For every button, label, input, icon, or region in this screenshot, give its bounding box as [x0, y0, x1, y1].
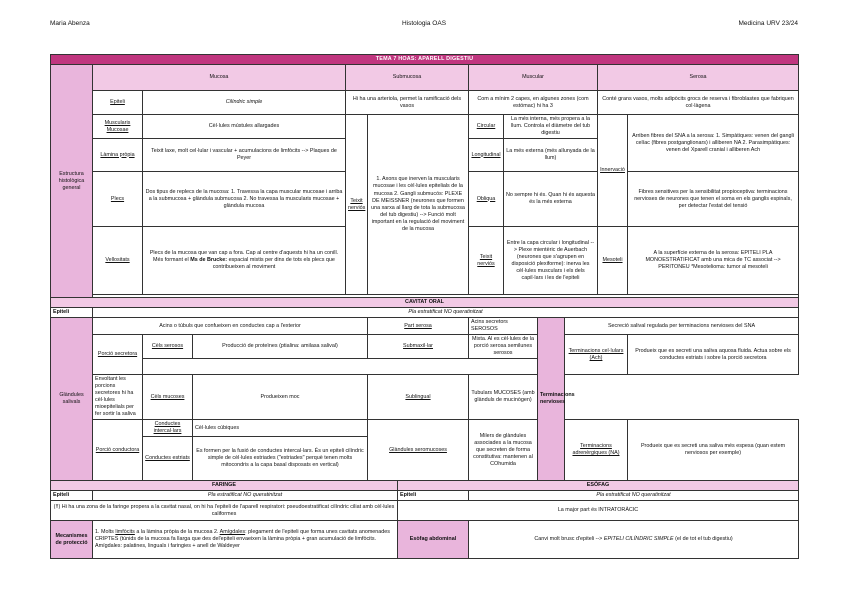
esofag-epiteli-text: Pla estratificat NO queratinitzat — [469, 491, 799, 501]
summary-table — [50, 54, 799, 559]
faringe-note: (!!) Hi ha una zona de la faringe propera a la cavitat nasal, on hi ha l'epiteli de l'aparell respiratori: pseudoestratificat cilíndric ciliat amb cèl·lules califormes — [51, 501, 398, 521]
submucosa-teixit-nervios: Teixit nerviós — [346, 115, 368, 295]
col-submucosa: Submucosa — [346, 65, 469, 91]
seromucoses-text: Milers de glàndules associades a la mucosa que secreten de forma constitutiva: mantenen al COhumida — [469, 420, 538, 481]
conductes-estriats: Conductes estriats — [143, 437, 193, 481]
terminacions-nervioses: Terminacions nervioses — [538, 318, 565, 481]
submucosa-top: Hi ha una arteriola, permet la ramificació dels vasos — [346, 91, 469, 115]
glandules-seromucoses: Glàndules seromucoses — [368, 420, 469, 481]
part-serosa-text: Acins secretors SEROSOS — [469, 318, 538, 335]
plecs-text: Dos tipus de replecs de la mucosa: 1. Travessa la capa muscular mucosae i arriba a la submucosa + glàndula submucosa 2. No travessa la muscularis mucosae + glàndula mucosa — [143, 172, 346, 227]
col-muscular: Muscular — [469, 65, 598, 91]
mesoteli-text: A la superfície externa de la serosa: EPITELI PLA MONOESTRATIFICAT amb una mica de TC associat --> PERITONEU *Mesotelioma: tumor al mesoteli — [628, 227, 799, 295]
row-vellositats: Vellositats — [93, 227, 143, 295]
label-glandules: Glàndules salivals — [51, 318, 93, 481]
obliqua-text: No sempre hi és. Quan hi és aquesta és la més externa — [504, 172, 598, 227]
header-subject: Histologia OAS — [401, 20, 447, 27]
cels-serosos: Cèls serosos — [143, 335, 193, 359]
conductes-intercalars: Conductes intercal·lars — [143, 420, 193, 437]
cavitat-epiteli-label: Epiteli — [51, 308, 93, 318]
serosa-mesoteli: Mesoteli — [598, 227, 628, 295]
header-author: Maria Abenza — [50, 20, 90, 27]
row-epiteli: Epiteli — [93, 91, 143, 115]
circular-text: La més interna, més propera a la llum. Controla el diàmetre del tub digestiu — [504, 115, 598, 139]
muscular-obliqua: Obliqua — [469, 172, 504, 227]
muscular-circular: Circular — [469, 115, 504, 139]
section-title-faringe: FARINGE — [51, 481, 398, 491]
col-serosa: Serosa — [598, 65, 799, 91]
muscular-top: Com a mínim 2 capes, en algunes zones (com estómac) hi ha 3 — [469, 91, 598, 115]
row-muscularis-mucosae: Muscularis Mucosae — [93, 115, 143, 139]
adrenergiques-text: Produeix que es secreti una saliva més espesa (quan estem nerviosos per exemple) — [628, 420, 799, 481]
intercalars-text: Cèl·lules cúbiques — [193, 420, 368, 437]
esofag-epiteli-label: Epiteli — [398, 491, 469, 501]
colinergiques-text: Produeix que es secreti una saliva aquosa fluida. Actua sobre els conductes estriats i sobre la porció secretora — [628, 335, 799, 375]
envoltant-text: Envoltant les porcions secretores hi ha cèl·lules mioepitelials per fer sortir la saliva — [93, 375, 143, 420]
cels-mucoses: Cèls mucoses — [143, 375, 193, 420]
submaxil-lar: Submaxil·lar — [368, 335, 469, 359]
cavitat-epiteli-text: Pla estratificat NO queratinitzat — [93, 308, 799, 318]
esofag-abdominal-label: Esòfag abdominal — [398, 521, 469, 559]
cels-mucoses-text: Produeixen moc — [193, 375, 368, 420]
innervacio-sensitiva-text: Fibres sensitives per la sensibilitat propioceptiva: terminacions nervioses de neurones que tenen el soma en els ganglis espinals, per detectar l'estat del tensió — [628, 172, 799, 227]
part-serosa: Part serosa — [368, 318, 469, 335]
row-lamina-propia: Làmina pròpia — [93, 139, 143, 172]
header-course: Medicina URV 23/24 — [738, 20, 798, 27]
section-title-cavitat: CAVITAT ORAL — [51, 298, 799, 308]
secrecio-regulada: Secreció salival regulada per terminacions nervioses del SNA — [565, 318, 799, 335]
sublingual-text: Tubulars MUCOSES (amb glànduls de mucinògen) — [469, 375, 538, 420]
terminacions-adrenergiques: Terminacions adrenèrgiques (NA) — [565, 420, 628, 481]
submaxil-lar-text: Mixta. Al es cèl·lules de la porció serosa semilunes serosos — [469, 335, 538, 359]
label-mecanismes: Mecanismes de protecció — [51, 521, 93, 559]
porcio-conductora: Porció conductora — [93, 420, 143, 481]
sublingual: Sublingual — [368, 375, 469, 420]
porcio-secretora: Porció secretora — [93, 335, 143, 375]
longitudinal-text: La més externa (més allunyada de la llum) — [504, 139, 598, 172]
epiteli-text: Cilíndric simple — [143, 91, 346, 115]
muscularis-text: Cèl·lules mústules allargades — [143, 115, 346, 139]
muscular-longitudinal: Longitudinal — [469, 139, 504, 172]
esofag-note: La major part és INTRATORÀCIC — [398, 501, 799, 521]
section-title-esofag: ESÒFAG — [398, 481, 799, 491]
muscular-nervios-text: Entre la capa circular i longitudinal --> Plexe mientèric de Auerbach (neurones que s'agrupen en disposició plexiforme): inerva les cèl·lules musculars i els dels capil·lars i les de l'epiteli — [504, 227, 598, 295]
faringe-epiteli-label: Epiteli — [51, 491, 93, 501]
muscular-teixit-nervios: Teixit nerviós — [469, 227, 504, 295]
submucosa-nervios-text: 1. Axons que inerven la muscularis mucosae i les cèl·lules epitelials de la mucosa 2. Gangli submucós: PLEXE DE MEISSNER (neurones que formen una xarxa al llarg de tota la submucosa del tub digestiu) --> Funció molt important en la regulació del moviment de la mucosa — [368, 115, 469, 295]
label-estructura: Estructura histològica general — [51, 65, 93, 298]
mecanismes-text: 1. Molts limfòcits a la làmina pròpia de la mucosa 2. Amígdales: plegament de l'epiteli que forma unes cavitats anomenades CRIPTES (túnids de la mucosa fa llarga que des del'epiteli envaeixen la làmina pròpia + gran acumulació de limfòcits. Amígdales: palatines, linguals i faringies + anell de Waldeyer — [93, 521, 398, 559]
vellositats-text: Plecs de la mucosa que van cap a fora. Cap al centre d'aquests hi ha un conill. Més formant el Ms de Brucke: espacial mistis per dins de tots els plecs que contribueixen al moviment — [143, 227, 346, 295]
estriats-text: Es formen per la fusió de conductes intercal·lars. És un epiteli cilíndric simple de cèl·lules estriades ("estriades" perquè tenen molts mitocondris a la capa basal disposats en vertical) — [193, 437, 368, 481]
section-title-aparell: TEMA 7 HOAS: APARELL DIGESTIU — [51, 55, 799, 65]
serosa-innervacio: Innervació — [598, 115, 628, 227]
innervacio-text: Arriben fibres del SNA a la serosa: 1. Simpàtiques: venen del gangli celíac (fibres postganglionars) i alliberen NA 2. Parasimpàtiques: venen del Xparell cranial i alliberen Ach — [628, 115, 799, 172]
acins-text: Acins o túbuls que confueixen en conductes cap a l'exterior — [93, 318, 368, 335]
faringe-epiteli-text: Pla estratificat NO queratinitzat — [93, 491, 398, 501]
cels-serosos-text: Producció de proteïnes (ptialina: amilasa salival) — [193, 335, 368, 359]
terminacions-colinergiques: Terminacions cel·lulars (Ach) — [565, 335, 628, 375]
serosa-top: Conté grans vasos, molts adipòcits grocs de reserva i fibroblastes que fabriquen col·làgena — [598, 91, 799, 115]
row-plecs: Plecs — [93, 172, 143, 227]
esofag-abdominal-text: Canvi molt brusc d'epiteli --> EPITELI CILÍNDRIC SIMPLE (el de tot el tub digestiu) — [469, 521, 799, 559]
col-mucosa: Mucosa — [93, 65, 346, 91]
lamina-text: Teixit laxe, molt cel·lular i vascular + acumulacions de limfòcits --> Plaques de Peyer — [143, 139, 346, 172]
